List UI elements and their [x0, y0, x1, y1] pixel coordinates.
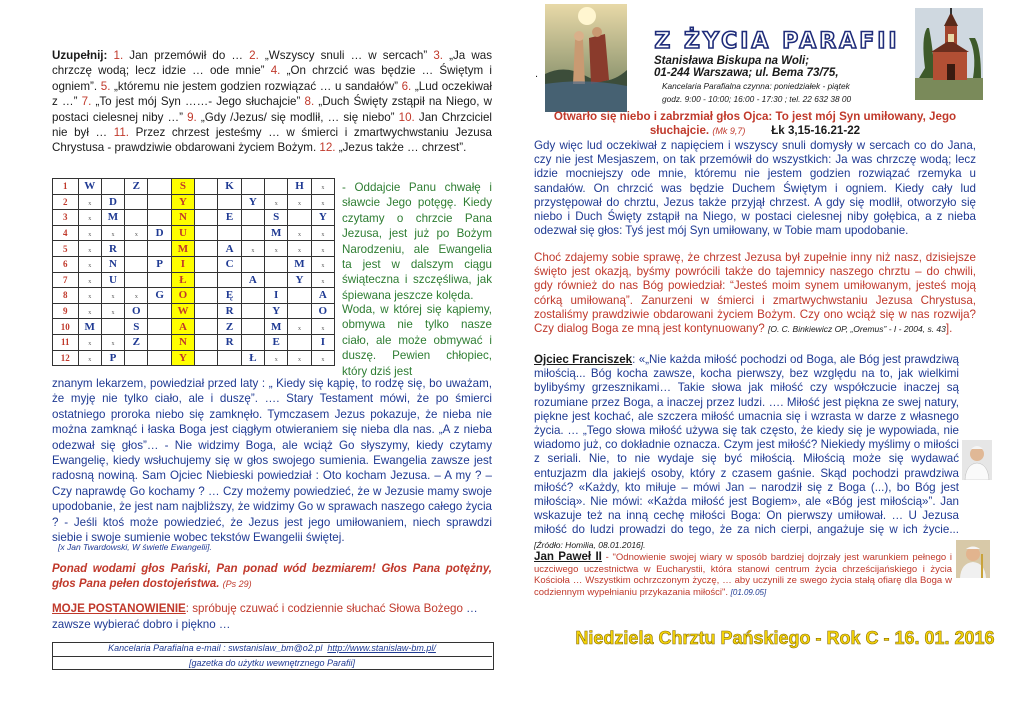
twardowski-citation: [x Jan Twardowski, W świetle Ewangelii]. [58, 542, 212, 552]
crossword-cell: x [311, 256, 334, 272]
crossword-cell: M [265, 225, 288, 241]
crossword-cell: x [311, 350, 334, 366]
john-paul-photo-image [956, 540, 990, 578]
crossword-cell [148, 272, 171, 288]
crossword-cell: P [101, 350, 124, 366]
footer-gazetka: [gazetka do użytku wewnętrznego Parafii] [52, 656, 492, 668]
crossword-cell [148, 350, 171, 366]
crossword-cell: M [265, 319, 288, 335]
crossword-cell [265, 179, 288, 195]
fill-in-questions: 1. Jan przemówił do … 2. „Wszyscy snuli … w sercach” 3. „Ja was chrzczę wodą; lecz idzie … ode mnie” 4. „On chrzcić was będzie … Świętym i ogniem”. 5. „któremu nie jestem godzien rozwiązać … u sandałów” 6. „Lud oczekiwał z …” 7. „To jest mój Syn ……- Jego słuchajcie” 8. „Duch Święty zstąpił na Niego, w postaci cielesnej niby …” 9. „Gdy /Jezus/ się modlił, … się niebo” 10. Jan Chrzciciel nie był … 11. Przez chrzest jesteśmy … w śmierci i zmartwychwstaniu Jezusa Chrystusa - prawdziwie obdarowani życiem Bożym. 12. „Jezus także … chrzest”. [52, 49, 492, 155]
crossword-cell [101, 179, 124, 195]
crossword-cell: A [241, 272, 264, 288]
crossword-cell: W [78, 179, 101, 195]
resolution-rest: … zawsze wybierać dobro i piękno … [52, 602, 478, 631]
crossword-cell: D [148, 225, 171, 241]
psalm-text: Ponad wodami głos Pański, Pan ponad wód bezmiarem! Głos Pana potężny, głos Pana pełen dostojeństwa. [52, 563, 492, 590]
john-paul-name: Jan Paweł II [534, 550, 602, 563]
church-photo-image [915, 8, 983, 100]
fill-in-label: Uzupełnij: [52, 49, 108, 62]
crossword-cell: E [218, 210, 241, 226]
resolution-label: MOJE POSTANOWIENIE [52, 602, 186, 615]
crossword-row-number: 8 [53, 288, 79, 304]
crossword-cell [148, 303, 171, 319]
crossword-cell: x [78, 334, 101, 350]
gospel-text: Gdy więc lud oczekiwał z napięciem i wszyscy snuli domysły w sercach co do Jana, czy nie jest Mesjaszem, on tak przemówił do wszystkich: Ja was chrzczę wodą; lecz idzie mocniejszy ode mnie, któremu nie jestem godzien rozwiązać rzemyka u sandałów. On chrzcić was będzie Duchem Świętym i ogniem. Kiedy cały lud przystępował do chrztu, Jezus także przyjął chrzest. A gdy się modlił, otworzyło się niebo i Duch Święty zstąpił na Niego, w postaci cielesnej niby gołębica, a z nieba odezwał się głos: Tyś jest mój Syn umiłowany, w Tobie mam upodobanie. [534, 139, 976, 238]
crossword-cell: N [101, 256, 124, 272]
crossword-cell: x [311, 194, 334, 210]
crossword-cell: x [101, 334, 124, 350]
crossword-row-number: 3 [53, 210, 79, 226]
crossword-cell: N [171, 210, 194, 226]
crossword-cell: x [78, 350, 101, 366]
crossword-cell [195, 179, 218, 195]
crossword-cell [288, 210, 311, 226]
parish-office-hours: godz. 9:00 - 10:00; 16:00 - 17:30 ; tel. 22 632 38 00 [662, 94, 852, 104]
crossword-cell [148, 179, 171, 195]
crossword-cell: x [288, 194, 311, 210]
crossword-cell: x [78, 210, 101, 226]
crossword-cell [101, 319, 124, 335]
crossword-row [53, 288, 335, 304]
crossword-cell: Z [125, 334, 148, 350]
crossword-grid [52, 178, 335, 366]
crossword-cell: x [311, 272, 334, 288]
crossword-cell: I [265, 288, 288, 304]
crossword-cell: O [311, 303, 334, 319]
crossword-cell: N [171, 334, 194, 350]
francis-name: Ojciec Franciszek [534, 353, 633, 366]
crossword-cell: x [288, 350, 311, 366]
crossword-cell [195, 194, 218, 210]
crossword-row [53, 303, 335, 319]
crossword-cell [218, 194, 241, 210]
gospel-lk-ref: Łk 3,15-16.21-22 [771, 124, 861, 137]
gospel-heading [534, 110, 976, 138]
crossword-cell: M [78, 319, 101, 335]
crossword-cell: Ł [171, 272, 194, 288]
crossword-row-number: 2 [53, 194, 79, 210]
crossword-cell: Z [218, 319, 241, 335]
crossword-cell: I [171, 256, 194, 272]
crossword-cell [125, 194, 148, 210]
sunday-title-footer [575, 622, 995, 652]
crossword-row-number: 4 [53, 225, 79, 241]
resolution [52, 601, 492, 633]
crossword-cell: W [171, 303, 194, 319]
crossword-row [53, 210, 335, 226]
crossword-cell: S [265, 210, 288, 226]
crossword-cell: Y [265, 303, 288, 319]
crossword-cell: C [218, 256, 241, 272]
crossword-cell: P [148, 256, 171, 272]
crossword-cell [218, 350, 241, 366]
crossword-row [53, 225, 335, 241]
crossword-cell: I [311, 334, 334, 350]
crossword-cell [195, 288, 218, 304]
side-text-2: Woda, w której się kąpiemy, obmywa nie tylko nasze ciało, ale może obmywać i duszę. Pewien chłopiec, który dziś jest [342, 303, 492, 378]
john-paul-source: [01.09.05] [730, 587, 767, 597]
parish-office-days: Kancelaria Parafialna czynna: poniedziałek - piątek [662, 81, 850, 91]
crossword-cell: M [171, 241, 194, 257]
crossword-cell [195, 319, 218, 335]
crossword-cell [125, 241, 148, 257]
crossword-cell: M [288, 256, 311, 272]
crossword-cell [195, 210, 218, 226]
crossword-cell [148, 241, 171, 257]
john-paul-quote [534, 551, 952, 598]
reflection-text-left: znanym lekarzem, powiedział przed laty : „ Kiedy się kąpię, to rodzę się, bo uważam, że myję nie tylko ciało, ale i duszę”. …. Stary Testament mówi, że po śmierci ostatniego proroka niebo się zamknęło. Tymczasem Jezus pokazuje, że nieba nie można zamknąć i łaska Boga jest ciągłym otwieraniem się nieba dla nas. „A z nieba odezwał się głos”… - Nie widzimy Boga, ale wciąż Go słyszymy, kiedy czytamy Ewangelię, kiedy wsłuchujemy się w głos swojego sumienia. Ewangelia zawsze jest radosną nowiną. Sam Ojciec Niebieski powiedział : Oto kocham Jezusa. – A my ? – Czy naprawdę Go kochamy ? … Czy możemy powiedzieć, że w Jezusie mamy swoje upodobanie, że jest nam najbliższy, że widzimy Go w sprawach naszego całego życia ? - Jeśli ktoś może powiedzieć, że Jezus jest jego umiłowaniem, niech sprawdzi siebie i swoje sumienie wobec tekstów Ewangelii świętej. [52, 377, 492, 545]
crossword-cell: U [171, 225, 194, 241]
crossword-cell: S [171, 179, 194, 195]
crossword-cell [241, 334, 264, 350]
crossword-cell [288, 303, 311, 319]
crossword-cell [195, 272, 218, 288]
crossword-cell [125, 350, 148, 366]
crossword-cell [288, 288, 311, 304]
crossword-row [53, 194, 335, 210]
crossword-cell: x [311, 241, 334, 257]
crossword-row [53, 179, 335, 195]
crossword-cell [195, 334, 218, 350]
baptism-painting-image [545, 4, 627, 112]
crossword-cell [125, 272, 148, 288]
crossword-cell: x [288, 241, 311, 257]
reflection-body: Choć zdajemy sobie sprawę, że chrzest Jezusa był zupełnie inny niż nasz, dzisiejsze święto jest okazją, byśmy powrócili także do tajemnicy naszego chrztu – do chwili, gdy również do nas Bóg powiedział: “Jesteś moim synem umiłowanym, jesteś moją córką umiłowaną”. Zanurzeni w śmierci i zmartwychwstaniu Jezusa Chrystusa, zostaliśmy prawdziwie obdarowani życiem Bożym. Czy ono wciąż się w nas rozwija? Czy dialog Boga ze mną jest kontynuowany? [534, 251, 976, 336]
crossword-cell [288, 334, 311, 350]
crossword-cell: x [311, 225, 334, 241]
crossword-row [53, 334, 335, 350]
footer-office: Kancelaria Parafialna e-mail : swstanislaw_bm@o2.pl [108, 643, 323, 653]
crossword-cell: x [78, 225, 101, 241]
john-paul-dash: - [601, 552, 613, 563]
crossword-row-number: 9 [53, 303, 79, 319]
crossword-cell: Ę [218, 288, 241, 304]
crossword-cell [195, 303, 218, 319]
crossword-cell: x [265, 194, 288, 210]
crossword-cell: Y [241, 194, 264, 210]
crossword-cell: R [218, 334, 241, 350]
gospel-heading-text: Otwarło się niebo i zabrzmiał głos Ojca: To jest mój Syn umiłowany, Jego słuchajcie. [553, 110, 957, 137]
crossword-cell [241, 303, 264, 319]
crossword-cell: x [265, 350, 288, 366]
crossword-cell: M [101, 210, 124, 226]
crossword-cell: x [265, 241, 288, 257]
crossword-row-number: 6 [53, 256, 79, 272]
crossword-cell: K [218, 179, 241, 195]
crossword-cell: x [78, 303, 101, 319]
francis-source: [Źródło: Homilia, 08.01.2016]. [534, 539, 646, 550]
crossword-cell: x [311, 319, 334, 335]
crossword-row-number: 7 [53, 272, 79, 288]
crossword-cell [195, 225, 218, 241]
crossword-cell [241, 225, 264, 241]
crossword-cell: A [311, 288, 334, 304]
crossword-row-number: 11 [53, 334, 79, 350]
crossword-cell [125, 256, 148, 272]
psalm-ref: (Ps 29) [222, 579, 252, 589]
crossword-cell: O [125, 303, 148, 319]
footer-url-link[interactable]: http://www.stanislaw-bm.pl/ [327, 643, 436, 653]
crossword-cell: x [101, 225, 124, 241]
crossword-row [53, 256, 335, 272]
francis-quote [534, 353, 959, 552]
gospel-heading-ref: (Mk 9,7) [712, 126, 746, 136]
crossword-cell: A [171, 319, 194, 335]
crossword-cell: R [101, 241, 124, 257]
title-banner [640, 24, 915, 54]
crossword-cell: Y [171, 350, 194, 366]
crossword-cell [218, 225, 241, 241]
crossword-cell [218, 272, 241, 288]
fill-in-exercise [52, 48, 492, 156]
reflection-citation-end: ]. [945, 322, 953, 336]
crossword-cell: R [218, 303, 241, 319]
crossword-cell: O [171, 288, 194, 304]
psalm-quote [52, 562, 492, 592]
footer-contact [52, 643, 492, 653]
crossword-cell: x [311, 179, 334, 195]
resolution-highlight: spróbuję czuwać i codziennie słuchać Słowa Bożego [189, 602, 463, 615]
crossword-cell: x [78, 241, 101, 257]
crossword-cell: x [125, 288, 148, 304]
crossword-cell: x [78, 256, 101, 272]
crossword-cell: A [218, 241, 241, 257]
crossword-cell [241, 319, 264, 335]
crossword-cell: Y [171, 194, 194, 210]
crossword-cell [265, 256, 288, 272]
crossword-cell: Z [125, 179, 148, 195]
parish-dot: . [535, 68, 539, 80]
crossword-cell: x [288, 319, 311, 335]
parish-name: Stanisława Biskupa na Woli; [654, 55, 810, 67]
crossword-row-number: 1 [53, 179, 79, 195]
crossword-cell [148, 194, 171, 210]
crossword-cell: G [148, 288, 171, 304]
parish-address: 01-244 Warszawa; ul. Bema 73/75, [654, 67, 839, 79]
crossword-row-number: 10 [53, 319, 79, 335]
crossword-cell [195, 241, 218, 257]
crossword-cell: S [125, 319, 148, 335]
crossword-row [53, 241, 335, 257]
crossword-row-number: 12 [53, 350, 79, 366]
sunday-title-text: Niedziela Chrztu Pańskiego - Rok C - 16. 01. 2016 [575, 628, 995, 648]
crossword-cell [241, 179, 264, 195]
crossword-cell: U [101, 272, 124, 288]
crossword-cell [148, 319, 171, 335]
reflection-text-right [534, 251, 976, 336]
crossword-cell: E [265, 334, 288, 350]
crossword-row [53, 272, 335, 288]
crossword-cell: Ł [241, 350, 264, 366]
side-text-1: - Oddajcie Panu chwałę i sławcie Jego potęgę. Kiedy czytamy o chrzcie Pana Jezusa, jest już po Bożym Narodzeniu, ale Ewangelia ta jest w dalszym ciągu świąteczna i szczęśliwa, jak śpiewana jeszcze kolęda. [342, 181, 492, 302]
crossword-cell: x [101, 303, 124, 319]
crossword-cell: x [78, 288, 101, 304]
pope-francis-photo-image [962, 440, 992, 480]
crossword-cell [148, 334, 171, 350]
crossword-cell [125, 210, 148, 226]
crossword-cell: x [241, 241, 264, 257]
banner-title: Z ŻYCIA PARAFII [654, 29, 900, 54]
crossword-cell [265, 272, 288, 288]
crossword-row [53, 319, 335, 335]
francis-text: : «„Nie każda miłość pochodzi od Boga, ale Bóg jest prawdziwą miłością... Bóg kocha zawsze, kocha pierwszy, bez względu na to, jak wielkimi bylibyśmy grzesznikami… Takie słowa jak miłość czy współczucie inaczej są rozumiane przez Boga, a inaczej przez ludzi. …. Miłość jest piękna ze swej natury, piękne jest kochać, ale szczera miłość umacnia się i wzrasta w darze z własnego życia. … „Tego słowa miłość używa się tak często, że kiedy się je wypowiada, nie wiadomo już, co dokładnie oznacza. Czym jest miłość? Niekiedy myślimy o miłości z seriali. Nie, to nie wydaje się być miłością. Miłością może się wydawać entuzjazm dla jakiejś osoby, który z czasem gaśnie. Skąd pochodzi prawdziwa miłość? «Każdy, kto miłuje – mówi Jan – narodził się z Boga (...), bo Bóg jest miłością». Nie mówi: «Każda miłość jest Bogiem», ale «Bóg jest miłością»”. Jan wskazuje też na inną cechę miłości Boga: On pierwszy umiłował. … U Jezusa miłość do ludzi prowadzi do tego, że za nich cierpi, angażuje się w ich życie... [534, 353, 959, 537]
crossword-row [53, 350, 335, 366]
crossword-cell: x [125, 225, 148, 241]
crossword-cell: x [288, 225, 311, 241]
crossword-cell [241, 288, 264, 304]
crossword-cell [148, 210, 171, 226]
crossword-cell [195, 256, 218, 272]
john-paul-text: "Odnowienie swojej wiary w sposób bardziej dojrzały jest warunkiem pełnego i uczciwego uczestnictwa w Eucharystii, która stanowi centrum życia chrześcijańskiego i życia Kościoła … Wszystkim ochrzczonym życzę, … aby uczynili ze swego życia stałą ofiarę dla Boga w codziennym wypełnianiu przykazania miłości". [534, 552, 953, 598]
crossword-cell: D [101, 194, 124, 210]
reflection-citation: [O. C. Binkiewicz OP, „Oremus” - I - 2004, s. 43 [767, 324, 946, 335]
resolution-colon: : [185, 602, 190, 615]
crossword-cell [195, 350, 218, 366]
crossword-cell: Y [311, 210, 334, 226]
crossword-row-number: 5 [53, 241, 79, 257]
crossword-cell [241, 210, 264, 226]
crossword-cell: Y [288, 272, 311, 288]
crossword-cell: x [101, 288, 124, 304]
crossword-cell: H [288, 179, 311, 195]
crossword-cell: x [78, 194, 101, 210]
crossword-cell: x [78, 272, 101, 288]
crossword-cell [241, 256, 264, 272]
